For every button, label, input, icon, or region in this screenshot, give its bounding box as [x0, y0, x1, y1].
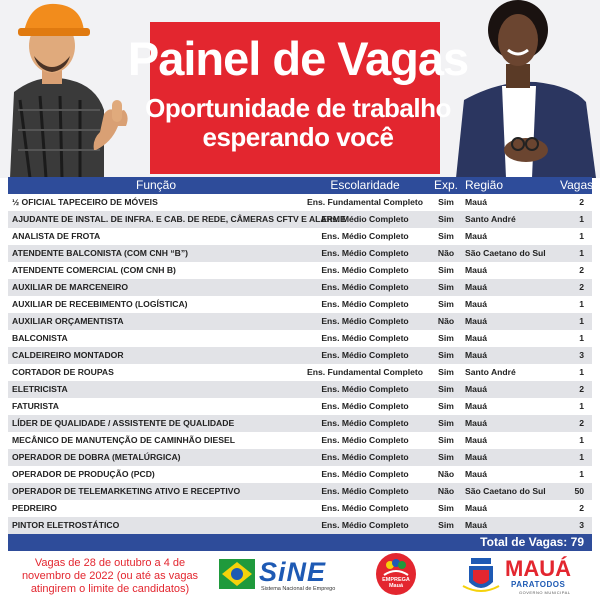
cell-regiao: Santo André: [465, 214, 516, 224]
emprega-label: [376, 577, 416, 589]
table-row: [8, 330, 592, 347]
cell-vagas: 1: [579, 367, 584, 377]
header-vagas: Vagas: [560, 178, 594, 192]
cell-exp: Sim: [438, 435, 454, 445]
table-row: [8, 245, 592, 262]
cell-regiao: Mauá: [465, 452, 487, 462]
cell-exp: Não: [437, 486, 455, 496]
cell-vagas: 3: [579, 350, 584, 360]
cell-funcao: OPERADOR DE PRODUÇÃO (PCD): [12, 469, 155, 479]
cell-funcao: AJUDANTE DE INSTAL. DE INFRA. E CAB. DE REDE, CÂMERAS CFTV E ALARME: [12, 214, 346, 224]
cell-escolaridade: Ens. Fundamental Completo: [306, 367, 424, 377]
subtitle-line-2: esperando você: [202, 122, 394, 152]
cell-vagas: 1: [579, 435, 584, 445]
cell-regiao: Mauá: [465, 231, 487, 241]
cell-regiao: Mauá: [465, 197, 487, 207]
cell-funcao: ATENDENTE BALCONISTA (COM CNH “B”): [12, 248, 188, 258]
cell-regiao: Mauá: [465, 350, 487, 360]
cell-exp: Não: [437, 469, 455, 479]
maua-name: MAUÁ: [505, 556, 571, 581]
emprega-line-2: Mauá: [388, 583, 404, 589]
cell-vagas: 1: [579, 231, 584, 241]
cell-funcao: PINTOR ELETROSTÁTICO: [12, 520, 120, 530]
city-crest-icon: [461, 556, 501, 596]
cell-funcao: ½ OFICIAL TAPECEIRO DE MÓVEIS: [12, 197, 158, 207]
cell-funcao: AUXILIAR DE RECEBIMENTO (LOGÍSTICA): [12, 299, 188, 309]
cell-funcao: AUXILIAR ORÇAMENTISTA: [12, 316, 124, 326]
header-regiao: Região: [465, 178, 504, 192]
cell-exp: Sim: [438, 401, 454, 411]
cell-vagas: 2: [579, 418, 584, 428]
cell-vagas: 1: [579, 401, 584, 411]
total-vagas: Total de Vagas: 79: [8, 534, 592, 551]
cell-funcao: BALCONISTA: [12, 333, 68, 343]
cell-funcao: PEDREIRO: [12, 503, 57, 513]
cell-escolaridade: Ens. Médio Completo: [321, 435, 409, 445]
cell-exp: Sim: [438, 299, 454, 309]
cell-regiao: Mauá: [465, 503, 487, 513]
table-row: [8, 279, 592, 296]
cell-escolaridade: Ens. Médio Completo: [321, 214, 409, 224]
table-row: [8, 415, 592, 432]
cell-escolaridade: Ens. Fundamental Completo: [306, 197, 424, 207]
header-exp: Exp.: [433, 178, 458, 192]
cell-funcao: MECÂNICO DE MANUTENÇÃO DE CAMINHÃO DIESEL: [12, 435, 235, 445]
brazil-flag-icon: [219, 559, 255, 589]
table-row: [8, 466, 592, 483]
cell-vagas: 1: [579, 248, 584, 258]
sine-subtitle: Sistema Nacional de Emprego: [261, 586, 336, 592]
cell-vagas: 1: [579, 469, 584, 479]
table-row: [8, 194, 592, 211]
cell-regiao: Mauá: [465, 520, 487, 530]
cell-escolaridade: Ens. Médio Completo: [321, 503, 409, 513]
table-row: [8, 347, 592, 364]
cell-exp: Sim: [438, 520, 454, 530]
table-row: [8, 432, 592, 449]
cell-vagas: 1: [579, 299, 584, 309]
table-row: [8, 313, 592, 330]
table-row: [8, 228, 592, 245]
cell-vagas: 1: [579, 214, 584, 224]
cell-funcao: CORTADOR DE ROUPAS: [12, 367, 114, 377]
cell-escolaridade: Ens. Médio Completo: [321, 520, 409, 530]
cell-escolaridade: Ens. Médio Completo: [321, 265, 409, 275]
footer-note: Vagas de 28 de outubro a 4 de novembro de 2022 (ou até as vagas atingirem o limite de candidatos): [21, 557, 199, 595]
cell-funcao: ANALISTA DE FROTA: [12, 231, 101, 241]
cell-exp: Sim: [438, 350, 454, 360]
cell-regiao: Mauá: [465, 401, 487, 411]
cell-regiao: Mauá: [465, 265, 487, 275]
cell-escolaridade: Ens. Médio Completo: [321, 350, 409, 360]
cell-escolaridade: Ens. Médio Completo: [321, 418, 409, 428]
cell-funcao: ELETRICISTA: [12, 384, 68, 394]
cell-exp: Sim: [438, 452, 454, 462]
cell-exp: Sim: [438, 282, 454, 292]
cell-exp: Sim: [438, 231, 454, 241]
cell-escolaridade: Ens. Médio Completo: [321, 333, 409, 343]
cell-vagas: 1: [579, 452, 584, 462]
cell-regiao: Mauá: [465, 418, 487, 428]
cell-funcao: ATENDENTE COMERCIAL (COM CNH B): [12, 265, 176, 275]
cell-regiao: Mauá: [465, 333, 487, 343]
cell-regiao: Mauá: [465, 384, 487, 394]
table-row: [8, 517, 592, 534]
cell-escolaridade: Ens. Médio Completo: [321, 486, 409, 496]
cell-regiao: Mauá: [465, 299, 487, 309]
cell-escolaridade: Ens. Médio Completo: [321, 316, 409, 326]
table-row: [8, 296, 592, 313]
cell-funcao: AUXILIAR DE MARCENEIRO: [12, 282, 129, 292]
cell-regiao: Mauá: [465, 435, 487, 445]
cell-vagas: 2: [579, 282, 584, 292]
sine-logo: [219, 557, 359, 593]
cell-escolaridade: Ens. Médio Completo: [321, 248, 409, 258]
cell-escolaridade: Ens. Médio Completo: [321, 452, 409, 462]
header-funcao: Função: [135, 178, 177, 192]
cell-escolaridade: Ens. Médio Completo: [321, 282, 409, 292]
table-row: [8, 364, 592, 381]
cell-exp: Sim: [438, 265, 454, 275]
table-row: [8, 500, 592, 517]
cell-vagas: 2: [579, 384, 584, 394]
cell-vagas: 1: [579, 316, 584, 326]
cell-exp: Sim: [438, 333, 454, 343]
cell-funcao: OPERADOR DE DOBRA (METALÚRGICA): [12, 452, 181, 462]
cell-regiao: Mauá: [465, 282, 487, 292]
cell-exp: Não: [437, 248, 455, 258]
cell-vagas: 50: [574, 486, 584, 496]
cell-escolaridade: Ens. Médio Completo: [321, 469, 409, 479]
maua-logo: [505, 556, 595, 596]
emprega-line-1: EMPREGA: [382, 577, 410, 583]
maua-government: GOVERNO MUNICIPAL: [519, 590, 571, 595]
cell-exp: Sim: [438, 503, 454, 513]
cell-exp: Não: [437, 316, 455, 326]
table-row: [8, 381, 592, 398]
subtitle-line-1: Oportunidade de trabalho: [145, 93, 451, 123]
table-body: [8, 194, 592, 534]
cell-exp: Sim: [438, 418, 454, 428]
maua-slogan: PARATODOS: [511, 580, 566, 589]
cell-funcao: OPERADOR DE TELEMARKETING ATIVO E RECEPTIVO: [12, 486, 241, 496]
cell-regiao: São Caetano do Sul: [465, 486, 546, 496]
cell-regiao: Mauá: [465, 469, 487, 479]
cell-exp: Sim: [438, 214, 454, 224]
cell-vagas: 2: [579, 197, 584, 207]
cell-escolaridade: Ens. Médio Completo: [321, 384, 409, 394]
emprega-maua-logo: [376, 553, 416, 595]
cell-exp: Sim: [438, 384, 454, 394]
cell-vagas: 2: [579, 265, 584, 275]
cell-regiao: Mauá: [465, 316, 487, 326]
cell-funcao: CALDEIREIRO MONTADOR: [12, 350, 124, 360]
header-banner: [0, 0, 600, 178]
cell-exp: Sim: [438, 197, 454, 207]
table-row: [8, 483, 592, 500]
cell-funcao: LÍDER DE QUALIDADE / ASSISTENTE DE QUALIDADE: [12, 418, 235, 428]
table-row: [8, 398, 592, 415]
cell-exp: Sim: [438, 367, 454, 377]
table-header: [8, 177, 592, 194]
page-subtitle: [110, 94, 486, 152]
table-row: [8, 211, 592, 228]
cell-escolaridade: Ens. Médio Completo: [321, 401, 409, 411]
table-row: [8, 262, 592, 279]
cell-regiao: Santo André: [465, 367, 516, 377]
cell-vagas: 2: [579, 503, 584, 513]
cell-funcao: FATURISTA: [12, 401, 59, 411]
page-title: Painel de Vagas: [127, 32, 469, 85]
sine-name: SiNE: [259, 557, 327, 587]
header-escolaridade: Escolaridade: [330, 178, 400, 192]
table-row: [8, 449, 592, 466]
cell-vagas: 3: [579, 520, 584, 530]
cell-vagas: 1: [579, 333, 584, 343]
cell-escolaridade: Ens. Médio Completo: [321, 231, 409, 241]
cell-escolaridade: Ens. Médio Completo: [321, 299, 409, 309]
cell-regiao: São Caetano do Sul: [465, 248, 546, 258]
